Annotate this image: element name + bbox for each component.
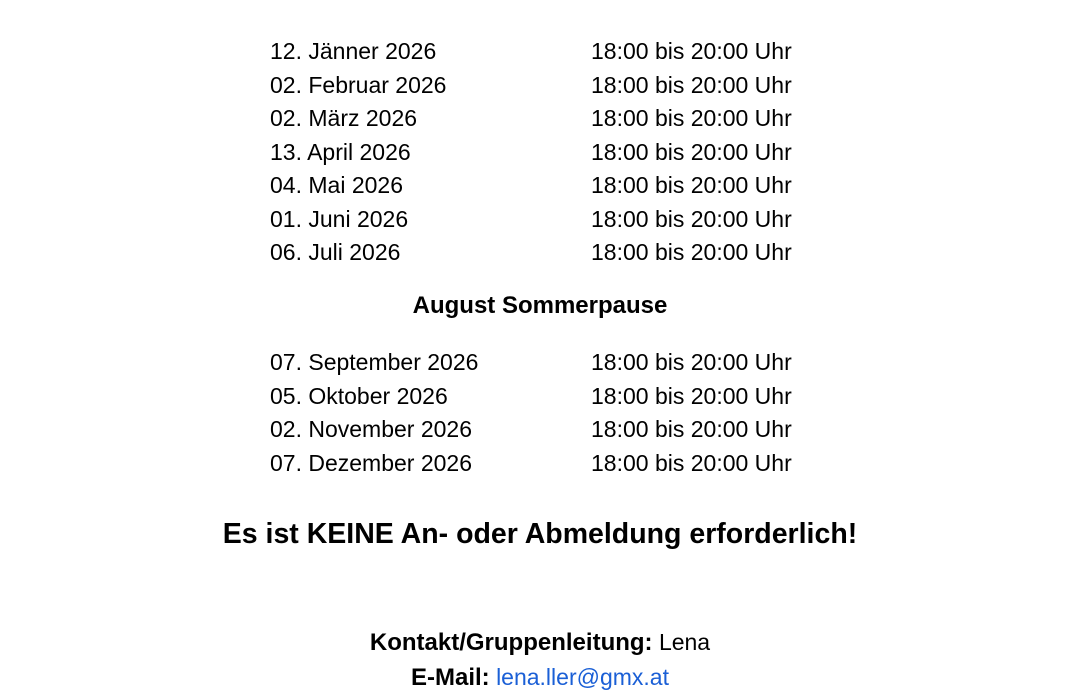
email-label: E-Mail: [411, 664, 490, 691]
schedule-block-first-half [270, 35, 830, 270]
summer-pause-heading: August Sommerpause [412, 292, 668, 319]
schedule-time: 18:00 bis 20:00 Uhr [591, 416, 792, 442]
schedule-row [270, 413, 830, 447]
schedule-date: 04. Mai 2026 [270, 172, 403, 198]
schedule-date: 07. September 2026 [270, 349, 479, 375]
schedule-date: 07. Dezember 2026 [270, 449, 473, 476]
schedule-date: 13. April 2026 [270, 138, 411, 165]
schedule-time: 18:00 bis 20:00 Uhr [591, 38, 792, 64]
schedule-date: 01. Juni 2026 [270, 205, 409, 232]
no-registration-notice: Es ist KEINE An- oder Abmeldung erforderlich! [222, 518, 858, 550]
schedule-row [270, 380, 830, 414]
email-link[interactable]: lena.ller@gmx.at [496, 664, 669, 690]
schedule-row [270, 447, 830, 481]
schedule-row [270, 203, 830, 237]
schedule-row [270, 69, 830, 103]
email-line [0, 660, 1080, 695]
schedule-date: 02. November 2026 [270, 416, 473, 442]
schedule-row [270, 102, 830, 136]
contact-line [0, 625, 1080, 660]
schedule-date: 12. Jänner 2026 [270, 38, 437, 64]
schedule-time: 18:00 bis 20:00 Uhr [591, 71, 792, 98]
schedule-time: 18:00 bis 20:00 Uhr [591, 449, 792, 476]
schedule-row [270, 35, 830, 69]
contact-name: Lena [658, 629, 711, 655]
schedule-row [270, 236, 830, 270]
schedule-date: 06. Juli 2026 [270, 239, 401, 265]
schedule-time: 18:00 bis 20:00 Uhr [591, 349, 792, 375]
schedule-row [270, 169, 830, 203]
schedule-time: 18:00 bis 20:00 Uhr [591, 105, 792, 131]
schedule-date: 02. März 2026 [270, 105, 418, 131]
schedule-date: 02. Februar 2026 [270, 71, 447, 98]
schedule-date: 05. Oktober 2026 [270, 382, 448, 409]
schedule-time: 18:00 bis 20:00 Uhr [591, 382, 792, 409]
schedule-time: 18:00 bis 20:00 Uhr [591, 239, 792, 265]
schedule-time: 18:00 bis 20:00 Uhr [591, 138, 792, 165]
contact-label: Kontakt/Gruppenleitung: [369, 629, 653, 656]
schedule-row [270, 346, 830, 380]
schedule-time: 18:00 bis 20:00 Uhr [591, 172, 792, 198]
schedule-time: 18:00 bis 20:00 Uhr [591, 205, 792, 232]
schedule-row [270, 136, 830, 170]
schedule-block-second-half [270, 346, 830, 480]
